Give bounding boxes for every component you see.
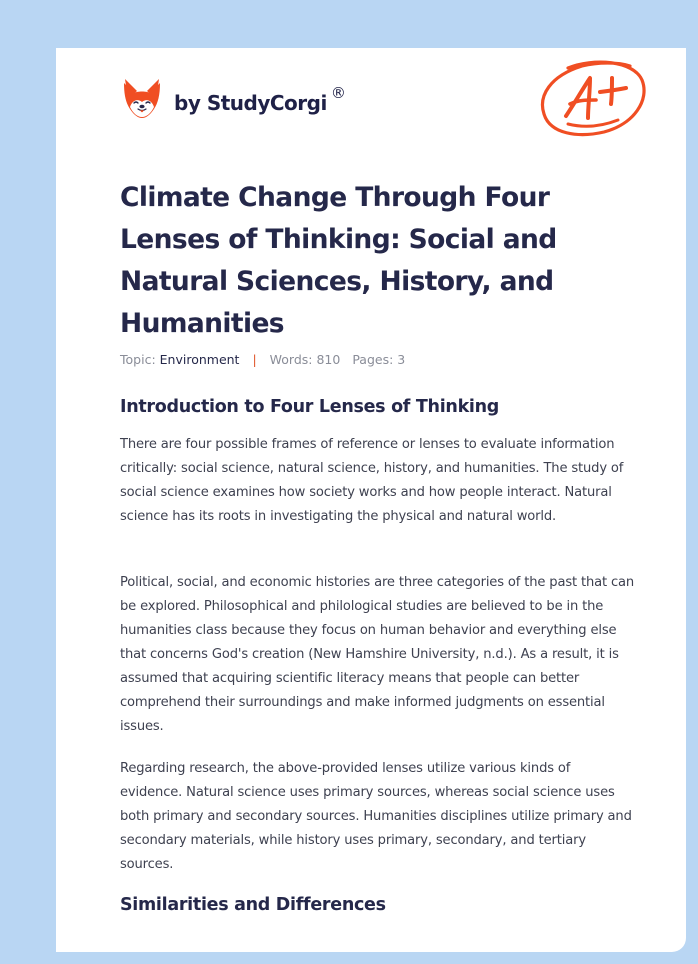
topic-link[interactable]: Environment [159,352,240,367]
corgi-face-icon [122,77,162,121]
studycorgi-logo[interactable] [122,76,346,122]
logo-text: by StudyCorgi [174,91,327,115]
document-meta [120,352,405,367]
a-plus-grade-icon [538,58,650,140]
section-heading-similarities: Similarities and Differences [120,895,386,915]
paragraph: There are four possible frames of reference or lenses to evaluate information critically: social science, natural science, history, and humanities. The study of social science examines how society works and how people interact. Natural science has its roots in investigating the physical and natural world. [120,437,624,524]
section-heading-introduction: Introduction to Four Lenses of Thinking [120,397,499,417]
paragraph: Political, social, and economic histories are three categories of the past that can be explored. Philosophical and philological studies are believed to be in the humanities class because they focus on human behavior and everything else that concerns God's creation (New Hamshire University, n.d.). As a result, it is assumed that acquiring scientific literacy means that people can better comprehend their surroundings and make informed judgments on essential issues. [120,575,635,734]
paragraph: Regarding research, the above-provided lenses utilize various kinds of evidence. Natural science uses primary sources, whereas social science uses both primary and secondary sources. Humanities disciplines utilize primary and secondary materials, while history uses primary, secondary, and tertiary sources. [120,761,632,872]
document-title: Climate Change Through Four Lenses of Thinking: Social and Natural Sciences, History, and Humanities [120,182,557,339]
document-card [56,48,686,952]
topic-label: Topic: [120,352,156,367]
word-count: Words: 810 [269,352,341,367]
page-count: Pages: 3 [352,352,406,367]
registered-mark: ® [330,84,346,102]
meta-separator: | [252,352,257,367]
